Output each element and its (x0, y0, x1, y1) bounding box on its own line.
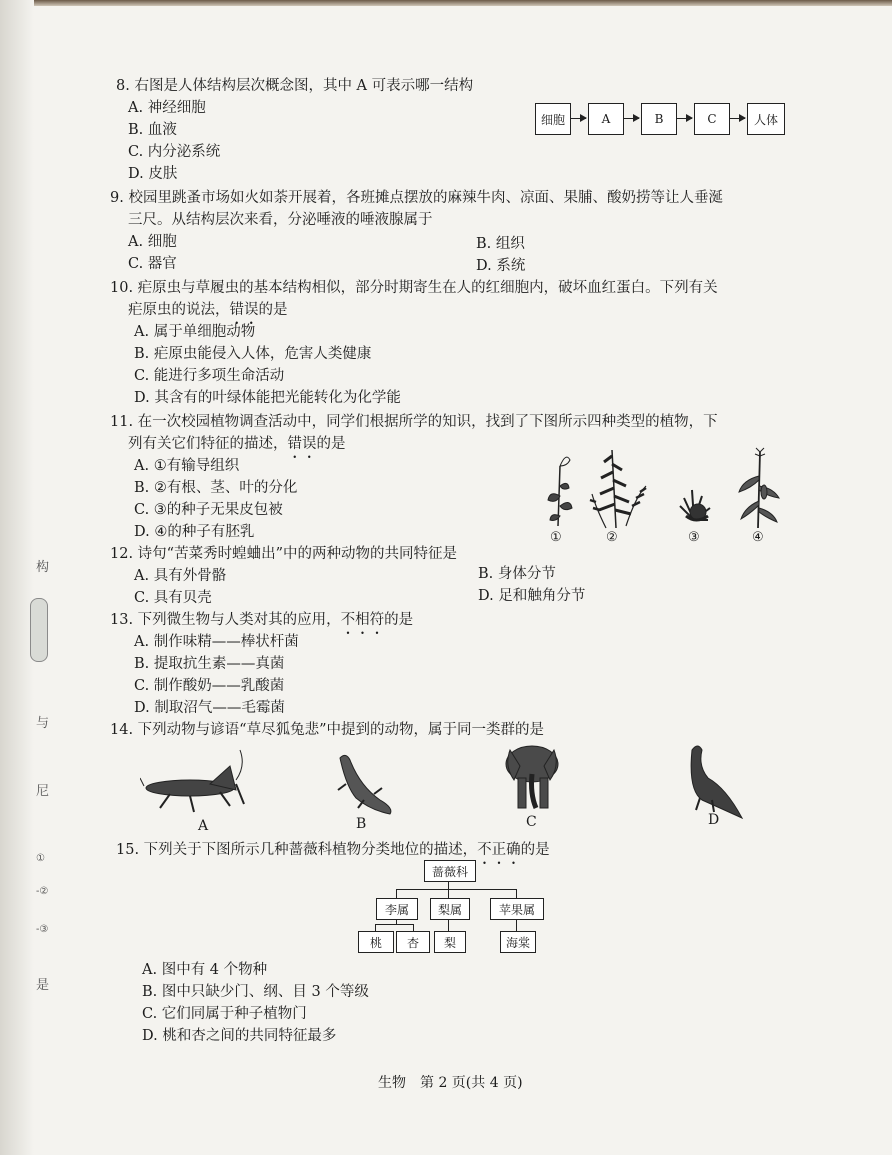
margin-text: 尼 (36, 784, 50, 799)
question-stem (110, 610, 413, 630)
tree-species-apricot: 杏 (396, 931, 430, 953)
crocodile-icon (338, 755, 391, 814)
option-d: D. 桃和杏之间的共同特征最多 (142, 1028, 337, 1044)
option-c: C. ③的种子无果皮包被 (134, 502, 283, 518)
emphasis-char: 确 (506, 842, 521, 858)
emphasis-char: 错 (229, 302, 244, 318)
moss-plant-icon (548, 457, 572, 526)
emphasis-text (288, 436, 317, 452)
emphasis-text (477, 842, 521, 858)
flow-box-a: A (588, 103, 624, 135)
option-a: A. 神经细胞 (128, 100, 206, 116)
option-b: B. 疟原虫能侵入人体，危害人类健康 (134, 346, 372, 362)
option-c: C. 能进行多项生命活动 (134, 368, 285, 384)
flow-arrow (729, 118, 745, 119)
flow-box-cell: 细胞 (535, 103, 571, 135)
stem-text: 的是 (316, 436, 346, 452)
tree-line (448, 919, 449, 931)
margin-text: -② (36, 886, 49, 897)
tree-line (375, 924, 376, 931)
animal-label-b: B (356, 816, 367, 832)
fern-plant-icon (590, 450, 646, 528)
tree-species-peach: 桃 (358, 931, 394, 953)
emphasis-char: 错 (287, 436, 302, 452)
margin-text: ① (36, 853, 45, 864)
option-c: C. 器官 (128, 256, 177, 272)
tree-line (448, 889, 449, 898)
plant-illustrations (536, 446, 786, 530)
stem-text: 15. 下列关于下图所示几种蔷薇科植物分类地位的描述， (116, 842, 478, 858)
elephant-icon (506, 746, 558, 808)
stem-text: 的是 (258, 302, 288, 318)
option-a: A. 制作味精——棒状杆菌 (134, 634, 299, 650)
question-stem-cont (128, 434, 346, 454)
tree-line (396, 889, 397, 898)
tree-line (516, 889, 517, 898)
animal-illustrations (140, 740, 780, 820)
stem-text: 13. 下列微生物与人类对其的应用， (110, 612, 341, 628)
flow-box-b: B (641, 103, 677, 135)
option-b: B. 血液 (128, 122, 177, 138)
page-top-edge (0, 0, 892, 6)
margin-text: -③ (36, 924, 49, 935)
question-stem-cont (128, 300, 288, 320)
option-d: D. 皮肤 (128, 166, 178, 182)
question-stem: 8. 右图是人体结构层次概念图，其中 A 可表示哪一结构 (116, 78, 474, 94)
page-left-shadow (0, 0, 34, 1155)
peacock-icon (691, 746, 742, 818)
option-c: C. 具有贝壳 (134, 590, 212, 606)
conifer-plant-icon (680, 490, 710, 520)
page-footer: 生物 第 2 页(共 4 页) (378, 1075, 523, 1091)
option-d: D. ④的种子有胚乳 (134, 524, 255, 540)
stem-text: 的是 (520, 842, 550, 858)
option-a: A. 属于单细胞动物 (134, 324, 256, 340)
option-c: C. 制作酸奶——乳酸菌 (134, 678, 285, 694)
emphasis-text (230, 302, 259, 318)
animal-label-c: C (526, 814, 537, 830)
question-stem: 11. 在一次校园植物调查活动中，同学们根据所学的知识，找到了下图所示四种类型的植物，下 (110, 414, 718, 430)
tree-line (448, 881, 449, 889)
option-b: B. 图中只缺少门、纲、目 3 个等级 (142, 984, 369, 1000)
margin-text: 构 (36, 560, 50, 575)
option-b: B. 身体分节 (478, 566, 556, 582)
flow-box-human: 人体 (747, 103, 785, 135)
stem-text: 的是 (384, 612, 414, 628)
flow-arrow (570, 118, 586, 119)
emphasis-char: 相 (355, 612, 370, 628)
corn-plant-icon (739, 448, 779, 528)
question-stem: 14. 下列动物与谚语“草尽狐兔悲”中提到的动物，属于同一类群的是 (110, 722, 544, 738)
emphasis-char: 误 (302, 436, 317, 452)
option-b: B. ②有根、茎、叶的分化 (134, 480, 298, 496)
question-stem-cont: 三尺。从结构层次来看，分泌唾液的唾液腺属于 (128, 212, 433, 228)
option-c: C. 它们同属于种子植物门 (142, 1006, 307, 1022)
plant-label-1: ① (550, 530, 562, 545)
stem-text: 疟原虫的说法， (128, 302, 230, 318)
tree-genus-pear: 梨属 (430, 898, 470, 920)
option-b: B. 提取抗生素——真菌 (134, 656, 285, 672)
stem-text: 列有关它们特征的描述， (128, 436, 288, 452)
option-b: B. 组织 (476, 236, 525, 252)
tree-genus-apple: 苹果属 (490, 898, 544, 920)
emphasis-text (341, 612, 385, 628)
option-d: D. 其含有的叶绿体能把光能转化为化学能 (134, 390, 401, 406)
question-stem: 12. 诗句“苦菜秀时蝗蛐出”中的两种动物的共同特征是 (110, 546, 457, 562)
plant-label-3: ③ (688, 530, 700, 545)
question-stem: 9. 校园里跳蚤市场如火如荼开展着，各班摊点摆放的麻辣牛肉、凉面、果脯、酸奶捞等让人垂涎 (110, 190, 723, 206)
emphasis-char: 正 (491, 842, 507, 858)
emphasis-char: 不 (477, 842, 492, 858)
tree-species-crabapple: 海棠 (500, 931, 536, 953)
option-d: D. 足和触角分节 (478, 588, 586, 604)
flow-box-c: C (694, 103, 730, 135)
animal-label-a: A (198, 818, 209, 834)
option-d: D. 制取沼气——毛霉菌 (134, 700, 285, 716)
option-d: D. 系统 (476, 258, 526, 274)
flow-arrow (676, 118, 692, 119)
emphasis-char: 不 (340, 612, 356, 628)
option-a: A. ①有输导组织 (134, 458, 240, 474)
plant-label-2: ② (606, 530, 618, 545)
option-a: A. 细胞 (128, 234, 177, 250)
flow-arrow (623, 118, 639, 119)
tree-line (396, 889, 516, 890)
question-stem: 10. 疟原虫与草履虫的基本结构相似，部分时期寄生在人的红细胞内，破坏血红蛋白。下列有关 (110, 280, 718, 296)
emphasis-char: 符 (369, 612, 385, 628)
tree-family: 蔷薇科 (424, 860, 476, 882)
tree-line (413, 924, 414, 931)
option-a: A. 具有外骨骼 (134, 568, 227, 584)
binder-hole (30, 598, 48, 662)
question-stem (116, 840, 550, 860)
tree-species-pear: 梨 (434, 931, 466, 953)
margin-text: 与 (36, 716, 50, 731)
option-c: C. 内分泌系统 (128, 144, 221, 160)
tree-line (516, 919, 517, 931)
plant-label-4: ④ (752, 530, 764, 545)
tree-genus-plum: 李属 (376, 898, 418, 920)
emphasis-char: 误 (244, 302, 259, 318)
animal-label-d: D (708, 812, 720, 828)
grasshopper-icon (140, 750, 244, 812)
option-a: A. 图中有 4 个物种 (142, 962, 268, 978)
margin-text: 是 (36, 978, 50, 993)
tree-line (375, 924, 413, 925)
